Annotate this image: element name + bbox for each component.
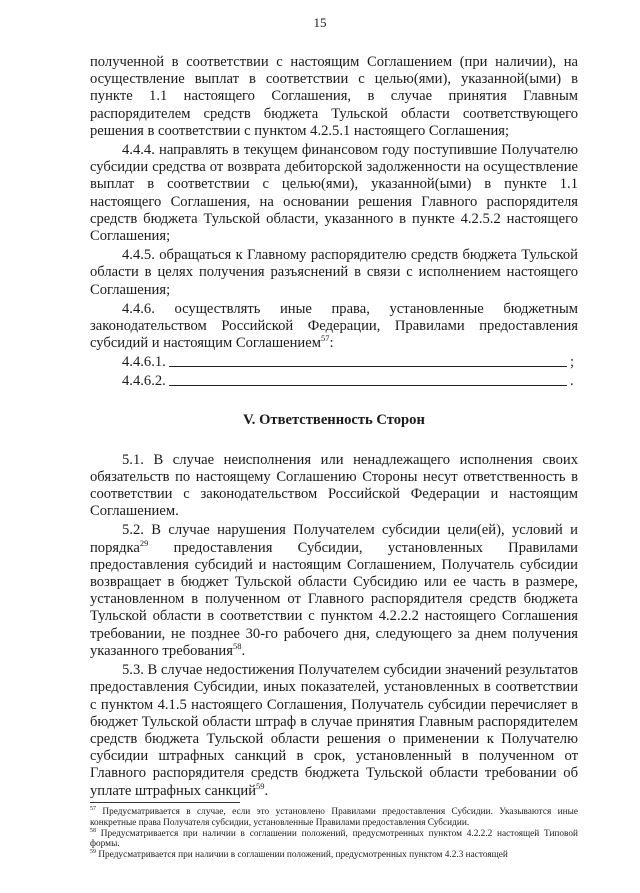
paragraph-5-1: 5.1. В случае неисполнения или ненадлежащего исполнения своих обязательств по настоящему Соглашению Стороны несут ответственность в соответствии с законодательством Российской Федерации и настоящим Соглашением. [90,451,578,520]
page-number: 15 [313,15,327,30]
paragraph-5-2-end: . [241,642,246,659]
paragraph-4-4-6-end: : [329,335,334,352]
footnote-text: Предусматривается при наличии в соглашении положений, предусмотренных пунктом 4.2.3 настоящей [96,850,508,861]
fill-in-line [169,384,567,386]
footnote-ref-29: 29 [139,537,149,548]
paragraph-5-2-start: 5.2. В случае нарушения Получателем субсидии цели(ей), условий и порядка [90,522,578,556]
fill-in-line [169,365,567,367]
paragraph-continuation: полученной в соответствии с настоящим Соглашением (при наличии), на осуществление выплат в соответствии с целью(ями), указанной(ыми) в пункте 1.1 настоящего Соглашения, в случае принятия Главным распорядителем средств бюджета Тульской области соответствующего решения в соответствии с пунктом 4.2.5.1 настоящего Соглашения; [90,54,578,139]
footnote-text: Предусматривается в случае, если это установлено Правилами предоставления Субсидии. Указываются иные конкретные права Получателя субсидии, установленные Правилами предоставления Субсидии. [90,807,578,828]
footnotes [90,807,578,861]
footnote-number: 57 [90,805,96,812]
paragraph-4-4-4: 4.4.4. направлять в текущем финансовом году поступившие Получателю субсидии средства от возврата дебиторской задолженности на осуществление выплат в соответствии с целью(ями), указанной(ыми) в пункте 1.1 настоящего Соглашения, на основании решения Главного распорядителя средств бюджета Тульской области, указанного в пункте 4.2.5.2 настоящего Соглашения; [90,142,578,245]
section-heading: V. Ответственность Сторон [243,412,425,429]
paragraph-5-2 [90,522,578,660]
blank-item-number: 4.4.6.2. [122,373,166,390]
paragraph-5-3-end: . [264,782,269,799]
blank-item-4-4-6-2 [122,373,578,390]
blank-item-end: . [570,373,574,390]
footnote-ref-59: 59 [256,780,265,791]
footnote-separator [90,802,240,803]
paragraph-5-3-text: 5.3. В случае недостижения Получателем субсидии значений результатов предоставления Субсидии, иных показателей, установленных в соответствии с пунктом 4.1.5 настоящего Соглашения, Получатель субсидии перечисляет в бюджет Тульской области штраф в случае принятия Главным распорядителем средств бюджета Тульской области решения о применении к Получателю субсидии штрафных санкций в срок, установленный в полученном от Главного распорядителя средств бюджета Тульской области требовании об уплате штрафных санкций [90,662,578,799]
paragraph-4-4-6 [90,301,578,353]
footnote-57 [90,807,578,829]
footnote-number: 59 [90,849,96,856]
footnote-text: Предусматривается при наличии в соглашении положений, предусмотренных пунктом 4.2.2.2 настоящей Типовой формы. [90,828,578,850]
footnote-ref-58: 58 [232,641,242,652]
paragraph-4-4-5: 4.4.5. обращаться к Главному распорядителю средств бюджета Тульской области в целях получения разъяснений в связи с исполнением настоящего Соглашения; [90,247,578,298]
paragraph-5-3 [90,662,578,800]
footnote-number: 58 [90,827,96,834]
blank-item-4-4-6-1 [122,354,578,371]
document-body [90,54,578,802]
paragraph-4-4-6-text: 4.4.6. осуществлять иные права, установленные бюджетным законодательством Российской Федерации, Правилами предоставления субсидий и настоящим Соглашением [90,300,578,352]
blank-item-end: ; [570,354,575,371]
paragraph-5-2-rest: предоставления Субсидии, установленных Правилами предоставления субсидий и настоящим Соглашением, Получатель субсидии возвращает в бюджет Тульской области Субсидию или ее часть в размере, установленном в полученном от Главного распорядителя средств бюджета Тульской области в соответствии с пунктом 4.2.2.2 настоящего Соглашения требовании, не позднее 30-го рабочего дня, следующего за днем получения указанного требования [90,539,578,659]
footnote-58 [90,829,578,851]
footnote-ref-57: 57 [320,333,330,344]
footnote-59 [90,850,578,861]
blank-item-number: 4.4.6.1. [122,354,166,371]
